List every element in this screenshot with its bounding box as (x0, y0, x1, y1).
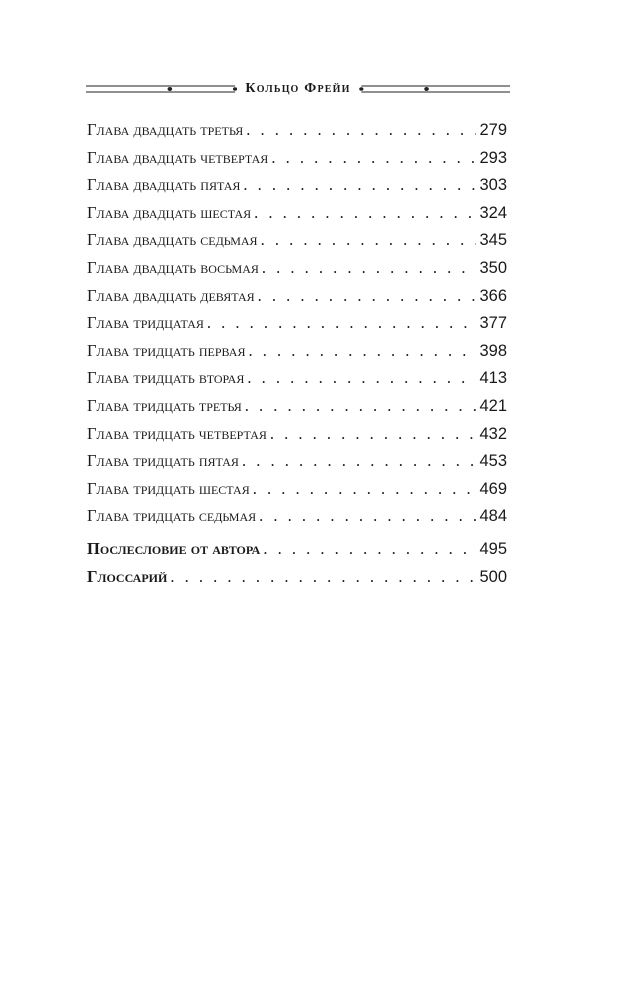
toc-row (87, 502, 507, 530)
toc-entry-page: 500 (479, 567, 507, 586)
toc-row (87, 475, 507, 503)
dot-leader (248, 337, 476, 365)
toc-entry-page: 495 (479, 539, 507, 558)
dot-leader (262, 254, 477, 282)
dot-leader (271, 144, 476, 172)
running-head: Кольцо Фрейи (245, 81, 351, 96)
toc-row (87, 226, 507, 254)
toc-entry-title: Глава тридцать пятая (87, 451, 239, 471)
toc-entry-title: Глава тридцать первая (87, 340, 246, 360)
dot-leader (246, 116, 476, 144)
toc-entry-page: 279 (479, 121, 507, 139)
toc-row (87, 199, 507, 227)
dot-leader (254, 199, 476, 227)
dot-leader (243, 171, 476, 199)
toc-entry-title: Глава двадцать четвертая (87, 147, 269, 167)
toc-row (87, 392, 507, 420)
toc-entry-page: 421 (479, 396, 507, 415)
dot-leader (258, 282, 477, 310)
dot-leader (263, 535, 476, 563)
toc-entry-title: Глава тридцать шестая (87, 478, 250, 498)
toc-entry-page: 345 (479, 231, 507, 250)
toc-row (87, 144, 507, 172)
toc-entry-page: 469 (479, 479, 507, 498)
toc-entry-page: 366 (479, 286, 507, 305)
toc-entry-title: Глава тридцать седьмая (87, 506, 257, 526)
toc-entry-title: Глава тридцатая (87, 313, 204, 333)
dot-leader (253, 475, 477, 503)
toc-entry-page: 293 (479, 148, 507, 167)
toc-row (87, 254, 507, 282)
toc-entry-title: Глава двадцать шестая (87, 202, 252, 222)
toc-entry-title: Глава тридцать третья (87, 395, 242, 415)
dot-leader (245, 392, 477, 420)
toc-entry-page: 324 (479, 203, 507, 222)
toc-entry-page: 432 (479, 424, 507, 443)
toc-row (87, 282, 507, 310)
toc-entry-title: Глава тридцать вторая (87, 368, 245, 388)
toc-entry-page: 453 (479, 452, 507, 471)
header-ornament-right (359, 78, 510, 100)
toc-entry-title: Глава двадцать третья (87, 120, 244, 139)
dot-leader (170, 563, 476, 591)
toc-entry-title: Глава двадцать пятая (87, 175, 241, 195)
toc-entry-title: Глава двадцать девятая (87, 285, 255, 305)
toc-row (87, 447, 507, 475)
toc-entry-page: 484 (479, 507, 507, 526)
toc-row (87, 171, 507, 199)
toc-row (87, 535, 507, 563)
toc-entry-page: 303 (479, 176, 507, 195)
toc-entry-page: 413 (479, 369, 507, 388)
toc-entry-page: 398 (479, 341, 507, 360)
toc-row (87, 420, 507, 448)
dot-leader (207, 309, 477, 337)
header-ornament-left (86, 78, 237, 100)
toc-back-matter (87, 535, 507, 590)
toc-row (87, 563, 507, 591)
toc-entry-title: Глоссарий (87, 566, 168, 586)
dot-leader (270, 420, 477, 448)
toc-row (87, 116, 507, 144)
toc-chapters (87, 116, 507, 530)
toc-entry-title: Глава двадцать седьмая (87, 230, 258, 250)
dot-leader (247, 364, 476, 392)
toc-row (87, 337, 507, 365)
dot-leader (259, 502, 476, 530)
toc-entry-title: Глава тридцать четвертая (87, 423, 267, 443)
toc-entry-page: 377 (479, 314, 507, 333)
table-of-contents (87, 116, 507, 590)
toc-row (87, 309, 507, 337)
dot-leader (261, 226, 477, 254)
toc-entry-page: 350 (479, 258, 507, 277)
toc-row (87, 364, 507, 392)
dot-leader (242, 447, 477, 475)
toc-entry-title: Послесловие от автора (87, 538, 261, 558)
page-header (86, 78, 510, 100)
toc-entry-title: Глава двадцать восьмая (87, 257, 259, 277)
